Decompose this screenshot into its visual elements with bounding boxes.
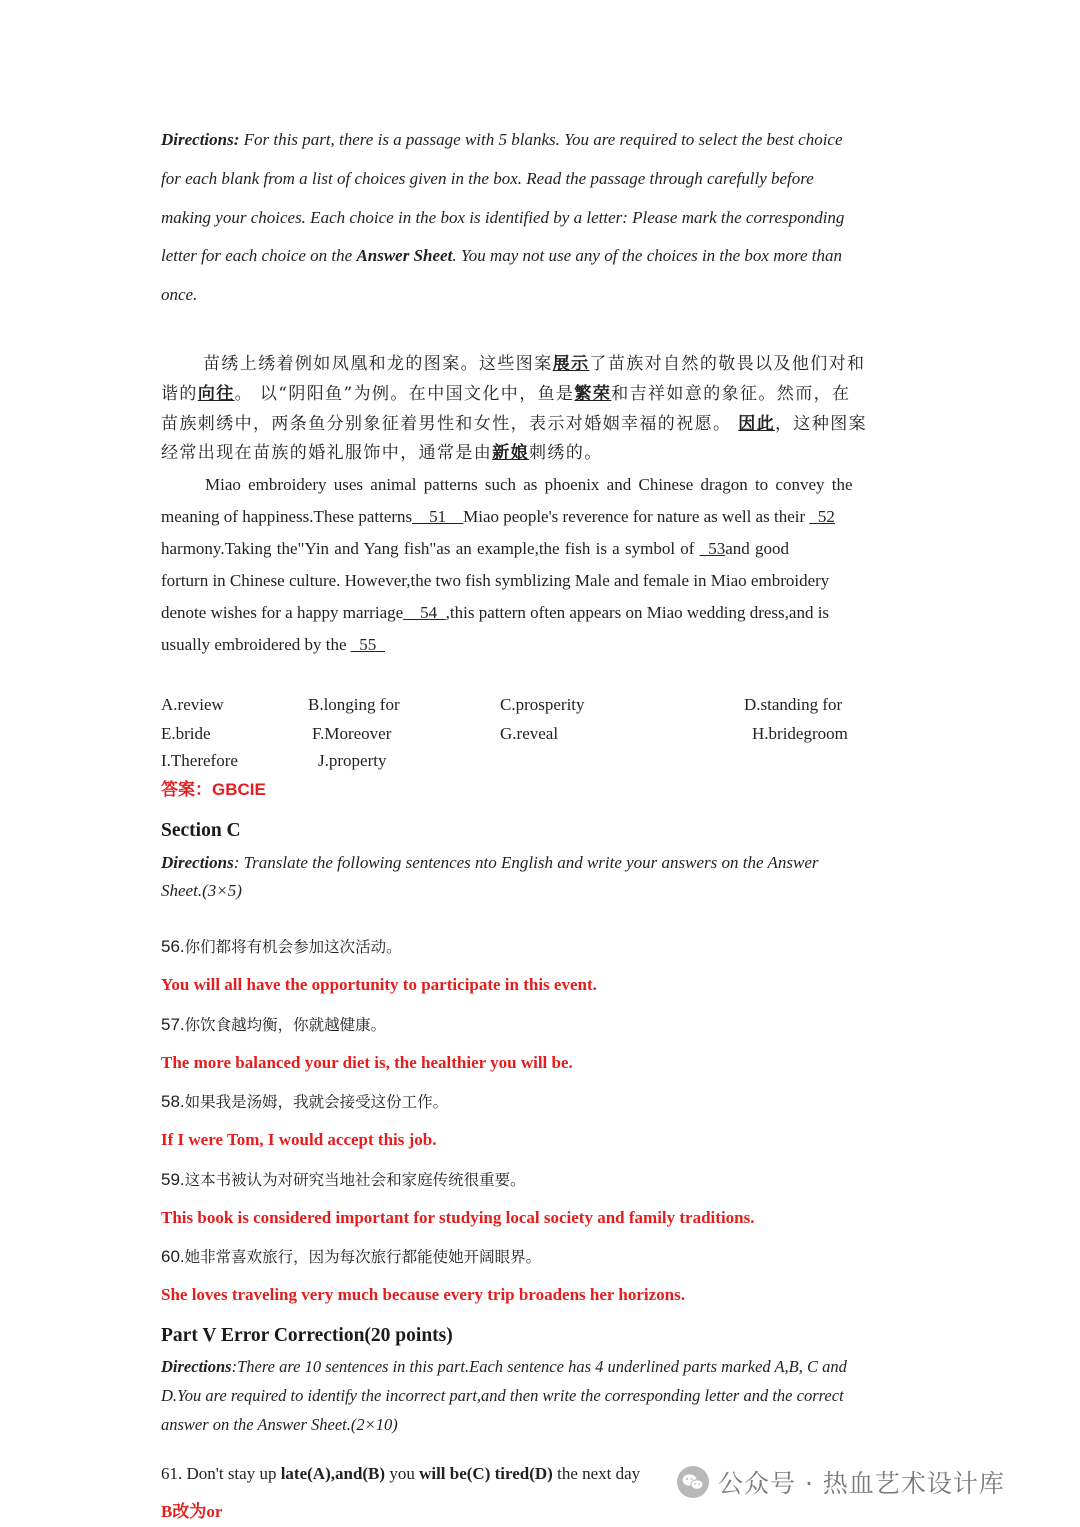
section-c-directions-line-1 bbox=[161, 853, 819, 873]
directions-text: letter for each choice on the bbox=[161, 246, 357, 265]
question-text: 这本书被认为对研究当地社会和家庭传统很重要。 bbox=[184, 1171, 526, 1189]
q61-part-b: and(B) bbox=[334, 1464, 386, 1483]
question-56 bbox=[161, 935, 402, 957]
cn-text: 了苗族对自然的敬畏以及他们对和 bbox=[589, 354, 866, 374]
watermark bbox=[672, 1462, 1009, 1502]
option-d: D.standing for bbox=[744, 695, 843, 714]
part-v-directions-line-2: D.You are required to identify the incorrect part,and then write the corresponding letter and the correct bbox=[161, 1386, 844, 1405]
cn-text: 刺绣的。 bbox=[529, 443, 603, 463]
blank-53: _53 bbox=[699, 539, 726, 558]
answer-56: You will all have the opportunity to participate in this event. bbox=[161, 975, 597, 994]
q61-text: you bbox=[385, 1464, 420, 1483]
option-a: A.review bbox=[161, 695, 224, 714]
cn-keyword: 繁荣 bbox=[574, 384, 612, 404]
question-number: 57. bbox=[161, 1015, 185, 1034]
part-v-title: Part V Error Correction(20 points) bbox=[161, 1325, 453, 1346]
q61-part-c: will be(C) bbox=[419, 1464, 491, 1483]
answer-59: This book is considered important for studying local society and family traditions. bbox=[161, 1208, 755, 1227]
en-text: and good bbox=[725, 539, 789, 558]
option-i: I.Therefore bbox=[161, 751, 238, 770]
cn-text: 和吉祥如意的象征。然而，在 bbox=[611, 384, 851, 404]
answer-sheet-label: Answer Sheet bbox=[356, 246, 453, 265]
english-passage-line-3 bbox=[161, 539, 789, 559]
directions-line-5: once. bbox=[161, 285, 198, 304]
cn-keyword: 新娘 bbox=[492, 443, 530, 463]
en-text: denote wishes for a happy marriage bbox=[161, 603, 404, 622]
cn-keyword: 因此 bbox=[738, 414, 776, 434]
cn-text: 谐的 bbox=[161, 384, 198, 404]
chinese-passage-line-1 bbox=[203, 349, 865, 374]
directions-line-2: for each blank from a list of choices given in the box. Read the passage through carefully before bbox=[161, 169, 814, 188]
blank-55: _55_ bbox=[350, 635, 385, 654]
en-text: usually embroidered by the bbox=[161, 635, 351, 654]
question-57 bbox=[161, 1013, 386, 1035]
option-f: F.Moreover bbox=[312, 724, 392, 743]
english-passage-line-4: forturn in Chinese culture. However,the two fish symblizing Male and female in Miao embroidery bbox=[161, 571, 830, 590]
question-58 bbox=[161, 1090, 448, 1112]
question-59 bbox=[161, 1168, 526, 1190]
cn-text: 。 以“阴阳鱼”为例。在中国文化中，鱼是 bbox=[234, 384, 575, 404]
question-number: 56. bbox=[161, 937, 185, 956]
cn-text: 苗绣上绣着例如凤凰和龙的图案。这些图案 bbox=[203, 354, 553, 374]
directions-line-3: making your choices. Each choice in the box is identified by a letter: Please mark the corresponding bbox=[161, 208, 845, 227]
en-text: Miao people's reverence for nature as well as their bbox=[463, 507, 810, 526]
directions-label: Directions: bbox=[161, 130, 240, 149]
question-61 bbox=[161, 1464, 640, 1484]
answer-60: She loves traveling very much because every trip broadens her horizons. bbox=[161, 1285, 685, 1304]
english-passage-line-6 bbox=[161, 635, 385, 655]
part-v-directions-line-3: answer on the Answer Sheet.(2×10) bbox=[161, 1415, 398, 1434]
en-text: ,this pattern often appears on Miao wedding dress,and is bbox=[445, 603, 830, 622]
directions-label: Directions bbox=[161, 1357, 232, 1376]
cn-keyword: 展示 bbox=[552, 354, 590, 374]
english-passage-line-5 bbox=[161, 603, 829, 623]
answer-57: The more balanced your diet is, the healthier you will be. bbox=[161, 1053, 573, 1072]
question-number: 59. bbox=[161, 1170, 185, 1189]
cn-text: 苗族刺绣中，两条鱼分别象征着男性和女性，表示对婚姻幸福的祝愿。 bbox=[161, 414, 739, 434]
blank-51: __51__ bbox=[412, 507, 464, 526]
q61-text: 61. Don't stay up bbox=[161, 1464, 281, 1483]
section-c-title: Section C bbox=[161, 820, 241, 841]
question-text: 你们都将有机会参加这次活动。 bbox=[184, 938, 402, 956]
directions-text: For this part, there is a passage with 5 blanks. You are required to select the best choice bbox=[239, 130, 843, 149]
answer-58: If I were Tom, I would accept this job. bbox=[161, 1130, 437, 1149]
directions-line-4 bbox=[161, 246, 842, 266]
option-e: E.bride bbox=[161, 724, 211, 743]
q61-part-a: late(A), bbox=[280, 1464, 335, 1483]
question-text: 她非常喜欢旅行，因为每次旅行都能使她开阔眼界。 bbox=[184, 1248, 542, 1266]
blank-54: __54_ bbox=[403, 603, 446, 622]
answer-key: 答案：GBCIE bbox=[161, 780, 266, 799]
q61-text: the next day bbox=[552, 1464, 641, 1483]
directions-text: : Translate the following sentences nto English and write your answers on the Answer bbox=[233, 853, 819, 872]
option-g: G.reveal bbox=[500, 724, 559, 743]
cn-text: 经常出现在苗族的婚礼服饰中，通常是由 bbox=[161, 443, 493, 463]
question-60 bbox=[161, 1245, 541, 1267]
option-b: B.longing for bbox=[308, 695, 400, 714]
directions-line-1 bbox=[161, 130, 843, 150]
cn-text: ，这种图案 bbox=[775, 414, 868, 434]
en-text: meaning of happiness.These patterns bbox=[161, 507, 413, 526]
question-text: 你饮食越均衡，你就越健康。 bbox=[184, 1016, 387, 1034]
blank-52: _52 bbox=[809, 507, 835, 526]
question-text: 如果我是汤姆，我就会接受这份工作。 bbox=[184, 1093, 449, 1111]
chinese-passage-line-3 bbox=[161, 409, 867, 434]
wechat-icon bbox=[676, 1465, 710, 1499]
en-text: harmony.Taking the"Yin and Yang fish"as an example,the fish is a symbol of bbox=[161, 539, 700, 558]
question-number: 58. bbox=[161, 1092, 185, 1111]
watermark-text: 公众号 · 热血艺术设计库 bbox=[718, 1469, 1005, 1498]
part-v-directions-line-1 bbox=[161, 1357, 847, 1377]
chinese-passage-line-4 bbox=[161, 438, 603, 463]
option-h: H.bridegroom bbox=[752, 724, 848, 743]
chinese-passage-line-2 bbox=[161, 379, 850, 404]
answer-61: B改为or bbox=[161, 1502, 223, 1521]
option-j: J.property bbox=[318, 751, 387, 770]
english-passage-line-1: Miao embroidery uses animal patterns such as phoenix and Chinese dragon to convey the bbox=[205, 475, 853, 494]
directions-text: :There are 10 sentences in this part.Each sentence has 4 underlined parts marked A,B, C and bbox=[231, 1357, 847, 1376]
directions-text: . You may not use any of the choices in the box more than bbox=[452, 246, 843, 265]
section-c-directions-line-2: Sheet.(3×5) bbox=[161, 881, 242, 900]
question-number: 60. bbox=[161, 1247, 185, 1266]
english-passage-line-2 bbox=[161, 507, 835, 527]
q61-part-d: tired(D) bbox=[490, 1464, 553, 1483]
directions-label: Directions bbox=[161, 853, 234, 872]
option-c: C.prosperity bbox=[500, 695, 585, 714]
cn-keyword: 向往 bbox=[197, 384, 235, 404]
